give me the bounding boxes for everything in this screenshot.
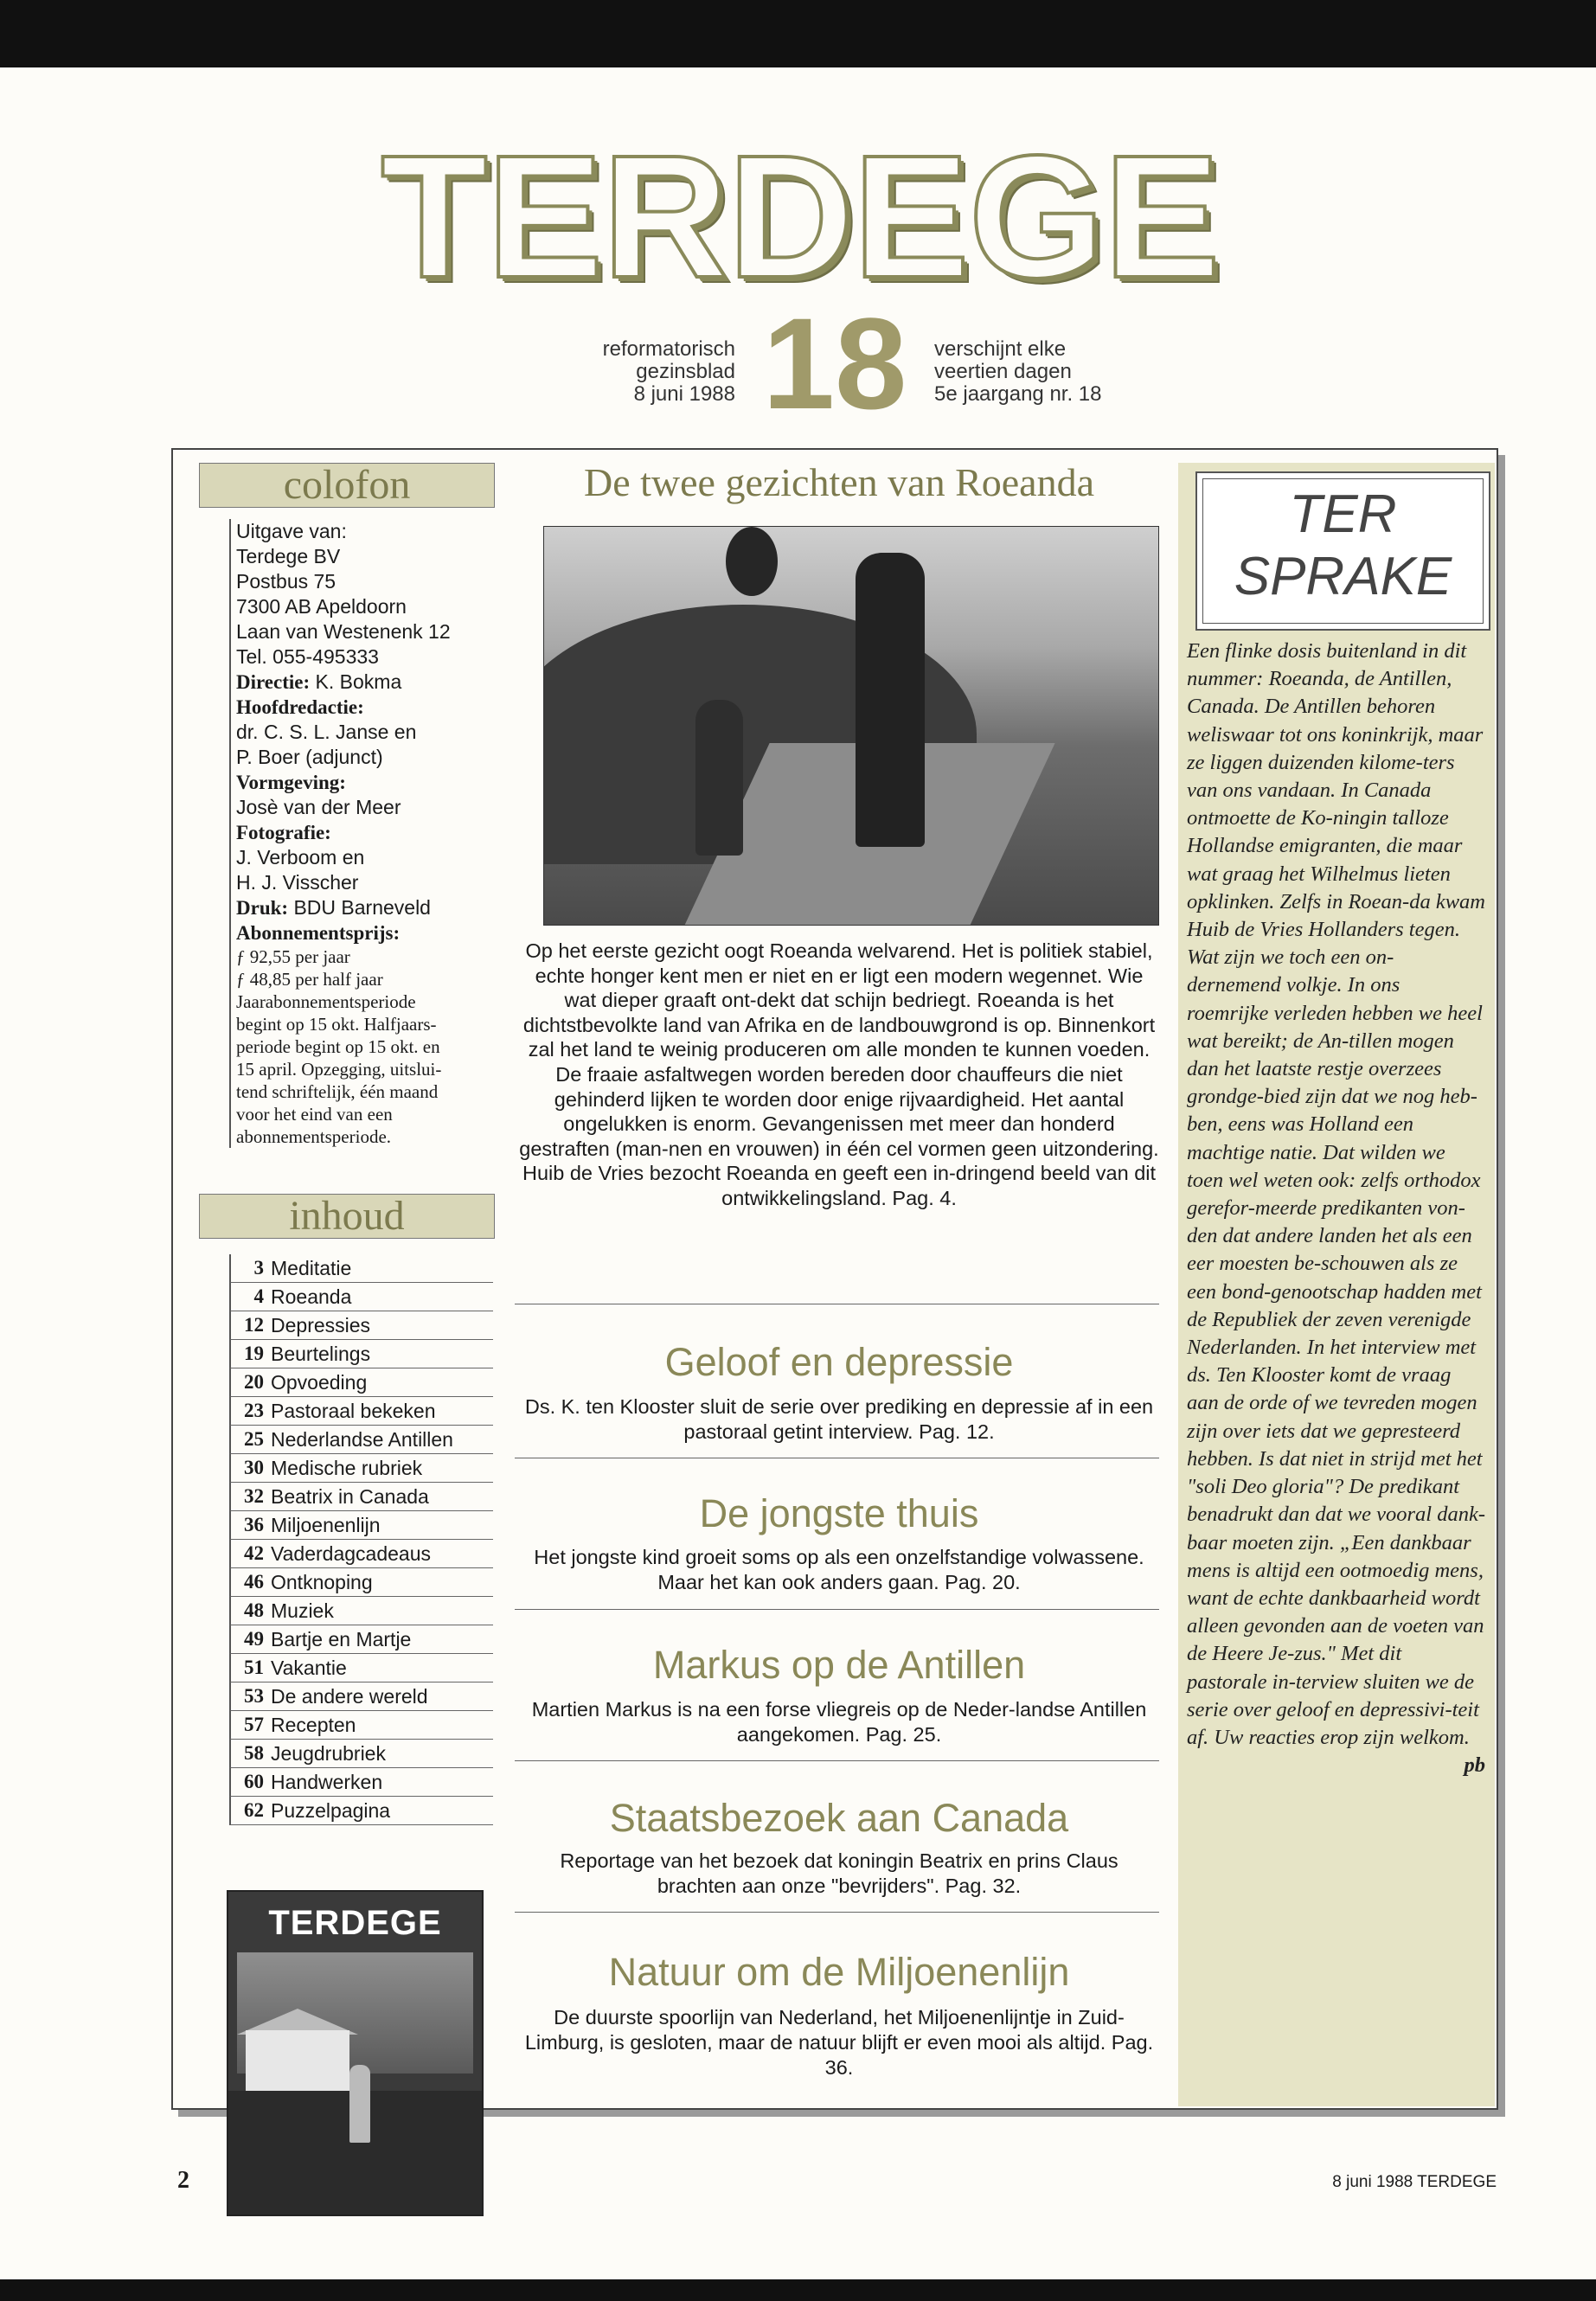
toc-item[interactable]	[229, 1654, 493, 1682]
toc-item[interactable]	[229, 1740, 493, 1768]
toc-page: 19	[244, 1343, 264, 1364]
toc-item[interactable]	[229, 1797, 493, 1825]
article-body: Reportage van het bezoek dat koningin Beatrix en prins Claus brachten aan onze "bevrijders". Pag. 32.	[560, 1849, 1118, 1897]
tersprake-signature: pb	[1464, 1753, 1485, 1778]
lead-photo	[543, 526, 1159, 926]
toc-page: 20	[244, 1371, 264, 1393]
directie-value: K. Bokma	[315, 670, 402, 693]
toc-title: Vakantie	[271, 1657, 347, 1679]
divider	[515, 1609, 1159, 1610]
article-body: Martien Markus is na een forse vliegreis op de Neder-landse Antillen aangekomen. Pag. 25.	[531, 1698, 1147, 1746]
photo-tree	[726, 527, 778, 596]
toc-title: Meditatie	[271, 1257, 352, 1279]
inhoud-heading: inhoud	[199, 1194, 495, 1239]
toc-item[interactable]	[229, 1682, 493, 1711]
colofon-line: Uitgave van:	[236, 520, 347, 542]
table-of-contents	[229, 1254, 493, 1825]
subtitle-line: gezinsblad	[636, 360, 735, 383]
toc-page: 23	[244, 1400, 264, 1421]
fotografie-value: J. Verboom en	[236, 846, 365, 868]
masthead	[372, 119, 1228, 314]
toc-title: Medische rubriek	[271, 1457, 423, 1479]
druk-value: BDU Barneveld	[293, 896, 431, 919]
photo-child	[695, 700, 743, 856]
subtitle-line: reformatorisch	[602, 337, 735, 361]
abonnement-line: begint op 15 okt. Halfjaars-	[236, 1014, 437, 1035]
toc-page: 58	[244, 1742, 264, 1764]
cover-photo-house	[246, 2030, 349, 2091]
toc-item[interactable]	[229, 1768, 493, 1797]
toc-item[interactable]	[229, 1625, 493, 1654]
footer-issue-info: 8 juni 1988 TERDEGE	[1332, 2173, 1497, 2191]
vormgeving-label: Vormgeving:	[236, 772, 346, 793]
toc-item[interactable]	[229, 1397, 493, 1426]
toc-title: Miljoenenlijn	[271, 1514, 381, 1536]
toc-title: Puzzelpagina	[271, 1799, 391, 1822]
cover-title: TERDEGE	[268, 1904, 442, 1942]
tersprake-text: Een flinke dosis buitenland in dit nummer: Roeanda, de Antillen, Canada. De Antillen behoren weliswaar tot ons koninkrijk, maar ze liggen duizenden kilome-ters van ons vandaan. In Canada ontmoette de Ko-ningin talloze Hollandse emigranten, die maar wat graag het Wilhelmus lieten opklinken. Zelfs in Roean-da kwam Huib de Vries Hollanders tegen. Wat zijn we toch een on-dernemend volkje. In ons roemrijke verleden hebben we heel wat bereikt; de An-tillen mogen dan het laatste restje overzees grondge-bied zijn dat we nog heb-ben, eens was Holland een machtige natie. Dat wilden we toen wel weten ook: zelfs orthodox gerefor-meerde predikanten von-den dat andere landen het als een eer moesten be-schouwen als ze een bond-genootschap hadden met de Republiek der zeven verenigde Nederlanden. In het interview met ds. Ten Klooster komt de vraag aan de orde of we tevreden mogen zijn over iets dat we gepresteerd hebben. Is dat niet in strijd met het "soli Deo gloria"? De predikant benadrukt dan dat we vooral dank-baar moeten zijn. „Een dankbaar mens is altijd een ootmoedig mens, want de echte dankbaarheid wordt alleen gevonden aan de voeten van de Heere Je-zus." Met dit pastorale in-terview sluiten we de serie over geloof en depressivi-teit af. Uw reacties erop zijn welkom.	[1187, 639, 1485, 1749]
issue-date: 8 juni 1988	[633, 382, 735, 406]
toc-item[interactable]	[229, 1454, 493, 1483]
volume-number: 5e jaargang nr. 18	[934, 382, 1102, 406]
article-body: Het jongste kind groeit soms op als een onzelfstandige volwassene. Maar het kan ook anders gaan. Pag. 20.	[534, 1546, 1144, 1593]
toc-page: 60	[244, 1771, 264, 1792]
toc-title: Bartje en Martje	[271, 1628, 412, 1650]
toc-item[interactable]	[229, 1711, 493, 1740]
abonnement-line: ƒ 92,55 per jaar	[236, 946, 350, 967]
toc-item[interactable]	[229, 1597, 493, 1625]
subtitle-line: verschijnt elke	[934, 337, 1067, 361]
directie-label: Directie:	[236, 671, 311, 693]
lead-article-title[interactable]: De twee gezichten van Roeanda	[583, 460, 1095, 504]
colofon-line: Tel. 055-495333	[236, 645, 379, 668]
toc-title: Beatrix in Canada	[271, 1485, 429, 1508]
bottom-border	[0, 2279, 1596, 2301]
toc-title: Nederlandse Antillen	[271, 1428, 453, 1451]
abonnement-line: tend schriftelijk, één maand	[236, 1081, 439, 1102]
abonnement-line: voor het eind van een	[236, 1104, 393, 1125]
toc-title: Depressies	[271, 1314, 371, 1336]
tersprake-body	[1187, 638, 1485, 1779]
toc-title: Beurtelings	[271, 1343, 371, 1365]
toc-item[interactable]	[229, 1483, 493, 1511]
toc-page: 62	[244, 1799, 264, 1821]
toc-title: Vaderdagcadeaus	[271, 1542, 431, 1565]
abonnement-line: Jaarabonnementsperiode	[236, 991, 416, 1012]
subtitle-line: veertien dagen	[934, 360, 1072, 383]
article-title[interactable]: De jongste thuis	[699, 1491, 979, 1535]
fotografie-label: Fotografie:	[236, 822, 331, 843]
masthead-logo: TERDEGE	[381, 119, 1220, 314]
cover-photo-person	[349, 2065, 370, 2143]
abonnement-line: periode begint op 15 okt. en	[236, 1036, 440, 1057]
cover-thumbnail	[227, 1890, 484, 2216]
toc-page: 4	[253, 1285, 264, 1307]
toc-title: De andere wereld	[271, 1685, 428, 1708]
toc-title: Jeugdrubriek	[271, 1742, 386, 1765]
toc-page: 36	[244, 1514, 264, 1535]
colofon-line: Laan van Westenenk 12	[236, 620, 451, 643]
issue-number: 18	[762, 291, 907, 436]
fotografie-value: H. J. Visscher	[236, 871, 359, 894]
tersprake-title-line: TER	[1289, 484, 1397, 544]
toc-title: Ontknoping	[271, 1571, 373, 1593]
hoofdredactie-value: dr. C. S. L. Janse en	[236, 721, 417, 743]
page-number: 2	[177, 2167, 189, 2194]
toc-item[interactable]	[229, 1283, 493, 1311]
tersprake-title-line: SPRAKE	[1234, 547, 1452, 606]
masthead-subtitle-right	[934, 338, 1159, 406]
toc-page: 3	[253, 1257, 264, 1279]
top-border	[0, 0, 1596, 67]
article-title[interactable]: Natuur om de Miljoenenlijn	[608, 1950, 1070, 1994]
hoofdredactie-value: P. Boer (adjunct)	[236, 746, 383, 768]
toc-item[interactable]	[229, 1511, 493, 1540]
abonnement-line: abonnementsperiode.	[236, 1126, 392, 1147]
tersprake-title-box	[1195, 471, 1490, 631]
toc-title: Roeanda	[271, 1285, 352, 1308]
toc-page: 30	[244, 1457, 264, 1478]
toc-page: 51	[244, 1657, 264, 1678]
tersprake-title	[1197, 484, 1489, 608]
toc-title: Handwerken	[271, 1771, 383, 1793]
abonnement-line: ƒ 48,85 per half jaar	[236, 969, 383, 990]
druk-label: Druk:	[236, 897, 289, 919]
article-body: Ds. K. ten Klooster sluit de serie over prediking en depressie af in een pastoraal getint interview. Pag. 12.	[524, 1395, 1154, 1443]
colofon-body	[229, 519, 504, 1148]
toc-title: Recepten	[271, 1714, 356, 1736]
toc-page: 42	[244, 1542, 264, 1564]
article-title[interactable]: Markus op de Antillen	[652, 1643, 1026, 1687]
toc-page: 53	[244, 1685, 264, 1707]
colofon-line: Postbus 75	[236, 570, 337, 593]
colofon-heading: colofon	[199, 463, 495, 508]
hoofdredactie-label: Hoofdredactie:	[236, 696, 364, 718]
toc-item[interactable]	[229, 1311, 493, 1340]
divider	[515, 1760, 1159, 1761]
toc-page: 49	[244, 1628, 264, 1650]
vormgeving-value: Josè van der Meer	[236, 796, 401, 818]
toc-page: 25	[244, 1428, 264, 1450]
toc-item[interactable]	[229, 1568, 493, 1597]
colofon-line: Terdege BV	[236, 545, 341, 567]
toc-item[interactable]	[229, 1540, 493, 1568]
article-title[interactable]: Staatsbezoek aan Canada	[609, 1796, 1069, 1840]
article-title[interactable]: Geloof en depressie	[664, 1340, 1014, 1384]
photo-man	[856, 553, 925, 847]
abonnement-line: 15 april. Opzegging, uitslui-	[236, 1059, 442, 1080]
toc-item[interactable]	[229, 1368, 493, 1397]
article-body: De duurste spoorlijn van Nederland, het Miljoenenlijntje in Zuid-Limburg, is gesloten, maar de natuur blijft er even mooi als altijd. Pag. 36.	[524, 2006, 1154, 2079]
toc-item[interactable]	[229, 1426, 493, 1454]
masthead-subtitle-left	[536, 338, 735, 406]
divider	[515, 1912, 1159, 1913]
toc-page: 32	[244, 1485, 264, 1507]
toc-title: Muziek	[271, 1599, 334, 1622]
toc-page: 57	[244, 1714, 264, 1735]
colofon-line: 7300 AB Apeldoorn	[236, 595, 407, 618]
toc-item[interactable]	[229, 1340, 493, 1368]
toc-page: 46	[244, 1571, 264, 1593]
toc-item[interactable]	[229, 1254, 493, 1283]
toc-title: Pastoraal bekeken	[271, 1400, 436, 1422]
toc-page: 48	[244, 1599, 264, 1621]
abonnement-label: Abonnementsprijs:	[236, 922, 401, 944]
lead-article-body: Op het eerste gezicht oogt Roeanda welvarend. Het is politiek stabiel, echte honger kent men er niet en er ligt een modern wegennet. Wie wat dieper graaft ont-dekt dat schijn bedriegt. Roeanda is het dichtstbevolkte land van Afrika en de landbouwgrond is op. Binnenkort zal het land te weinig produceren om alle monden te kunnen voeden. De fraaie asfaltwegen worden bereden door chauffeurs die niet gehinderd lijken te worden door enige rijvaardigheid. Het aantal ongelukken is enorm. Gevangenissen met meer dan honderd gestraften (man-nen en vrouwen) in één cel vormen geen uitzondering. Huib de Vries bezocht Roeanda en geeft een in-dringend beeld van dit ontwikkelingsland. Pag. 4.	[519, 939, 1159, 1209]
toc-title: Opvoeding	[271, 1371, 368, 1394]
toc-page: 12	[244, 1314, 264, 1336]
